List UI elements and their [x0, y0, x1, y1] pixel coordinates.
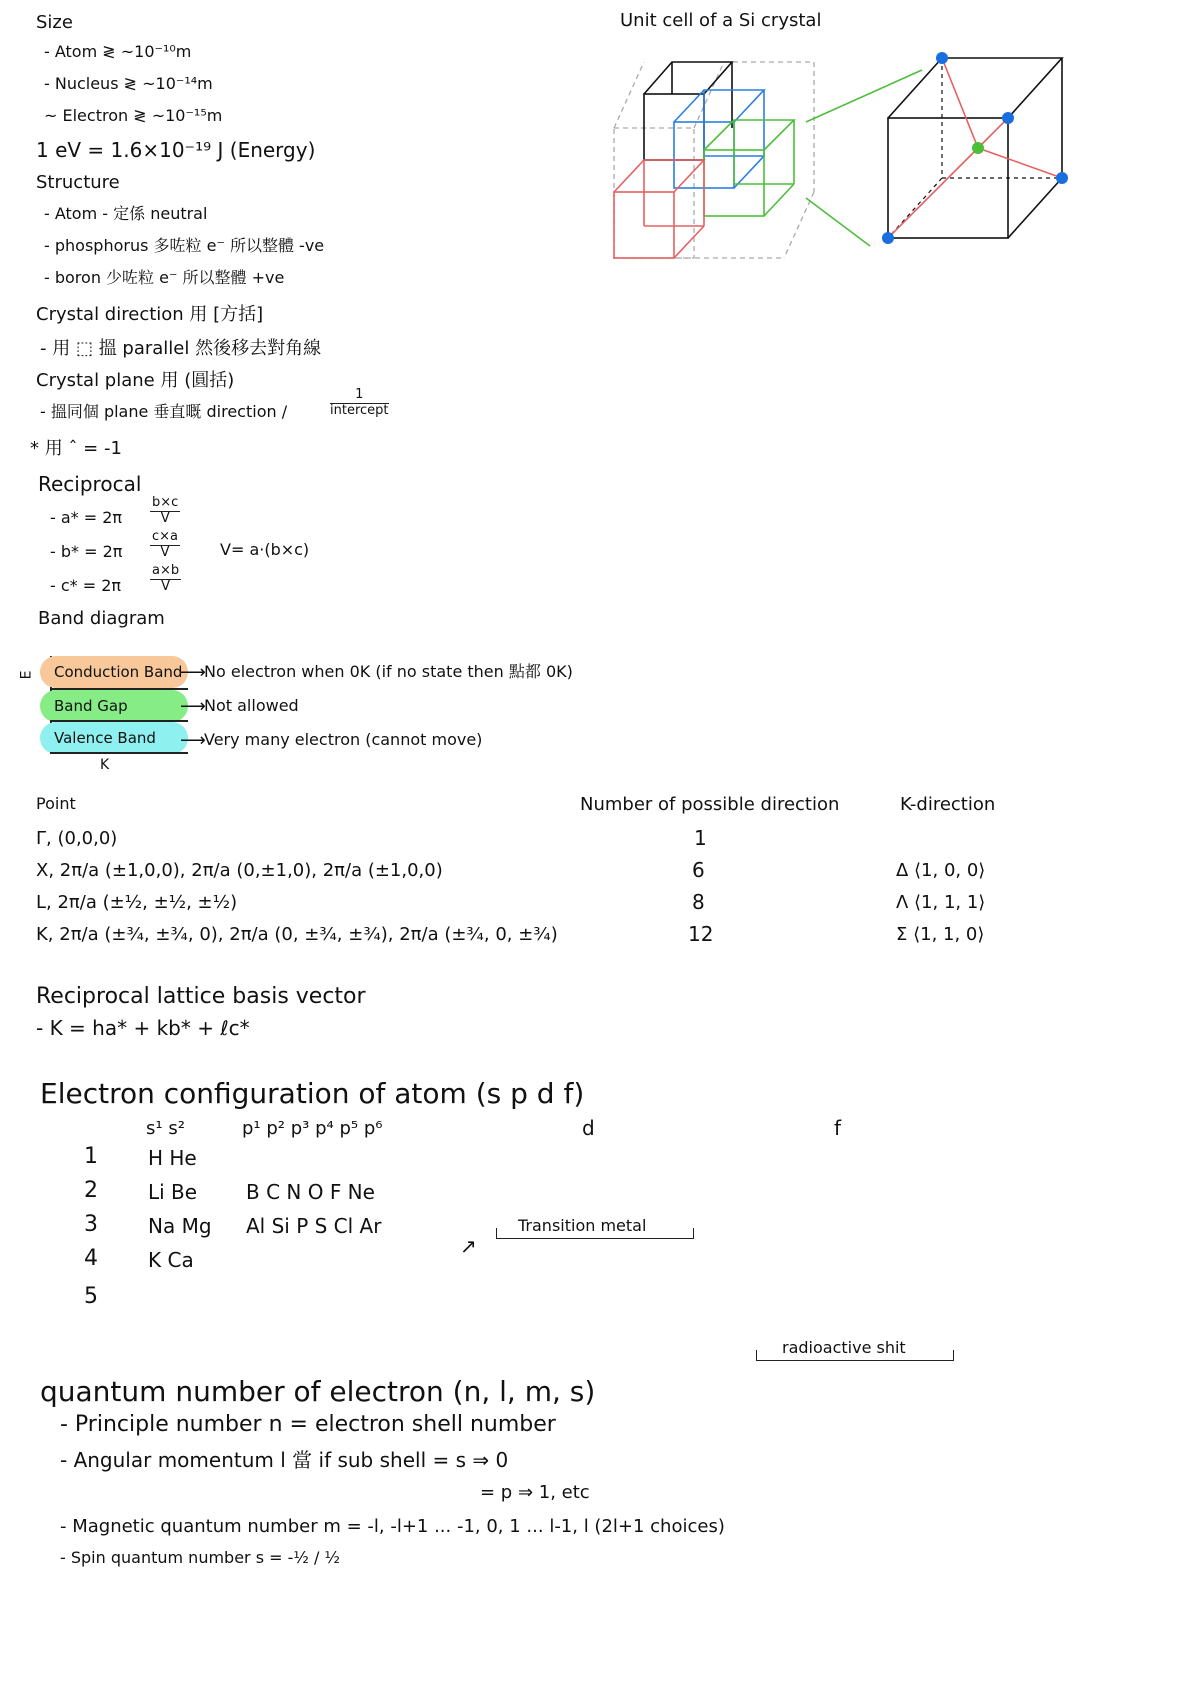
size-electron: ~ Electron ≷ ~10⁻¹⁵m: [44, 106, 223, 125]
config-f-header: f: [834, 1116, 842, 1140]
reciprocal-a-lhs: - a* = 2π: [50, 508, 123, 527]
conduction-arrow: ⟶: [180, 662, 206, 683]
table-row-x-direction: Δ ⟨1, 0, 0⟩: [896, 860, 986, 881]
size-nucleus: - Nucleus ≷ ~10⁻¹⁴m: [44, 74, 213, 93]
reciprocal-lattice-formula: - K = ha* + kb* + ℓc*: [36, 1016, 250, 1040]
zoom-line-bottom: [806, 198, 870, 246]
config-row-2-p: B C N O F Ne: [246, 1180, 375, 1204]
unit-cell-title: Unit cell of a Si crystal: [620, 10, 822, 31]
corner-atom-right: [1056, 172, 1068, 184]
config-row-4-s: K Ca: [148, 1248, 194, 1272]
blue-cube: [674, 90, 764, 188]
table-row-l-number: 8: [692, 890, 705, 914]
table-row-x-point: X, 2π/a (±1,0,0), 2π/a (0,±1,0), 2π/a (±1,0,0): [36, 860, 443, 881]
electron-config-heading: Electron configuration of atom (s p d f): [40, 1077, 585, 1110]
band-gap: [40, 690, 188, 722]
quantum-heading: quantum number of electron (n, l, m, s): [40, 1375, 596, 1408]
quantum-angular: - Angular momentum l 當 if sub shell = s ⇒ 0: [60, 1448, 509, 1472]
quantum-spin: - Spin quantum number s = -½ / ½: [60, 1548, 340, 1567]
zoom-line-top: [806, 70, 922, 122]
corner-atom-bottom: [882, 232, 894, 244]
crystal-direction-line: - 用 ⬚ 搵 parallel 然後移去對角線: [40, 338, 322, 359]
reciprocal-c-fraction: [150, 564, 181, 595]
config-row-1-s: H He: [148, 1146, 197, 1170]
reciprocal-c-den: V: [161, 578, 171, 594]
transition-metal-label: Transition metal: [518, 1216, 647, 1235]
valence-arrow: ⟶: [180, 730, 206, 751]
band-diagram-heading: Band diagram: [38, 608, 165, 629]
band-divider-2: [50, 720, 188, 722]
quantum-magnetic: - Magnetic quantum number m = -l, -l+1 ... -1, 0, 1 ... l-1, l (2l+1 choices): [60, 1516, 725, 1537]
red-cube: [614, 160, 704, 258]
table-row-x-number: 6: [692, 858, 705, 882]
reciprocal-lattice-heading: Reciprocal lattice basis vector: [36, 984, 366, 1009]
black-cube: [644, 62, 732, 160]
conduction-band: [40, 656, 188, 688]
gap-note: Not allowed: [204, 696, 299, 715]
intercept-denominator: intercept: [330, 402, 389, 418]
config-row-2-s: Li Be: [148, 1180, 198, 1204]
corner-atom-top: [936, 52, 948, 64]
conduction-note: No electron when 0K (if no state then 點都 0K): [204, 662, 573, 681]
config-row-3-s: Na Mg: [148, 1214, 212, 1238]
ev-conversion: 1 eV = 1.6×10⁻¹⁹ J (Energy): [36, 138, 316, 162]
table-row-gamma-point: Γ, (0,0,0): [36, 828, 118, 849]
table-header-point: Point: [36, 794, 76, 813]
reciprocal-heading: Reciprocal: [38, 472, 142, 496]
reciprocal-c-num: a×b: [152, 563, 180, 578]
band-k-axis-label: K: [100, 757, 110, 773]
config-row-5-n: 5: [84, 1284, 98, 1309]
crystal-direction-heading: Crystal direction 用 [方括]: [36, 304, 264, 325]
center-atom: [972, 142, 984, 154]
green-cube: [704, 120, 794, 216]
size-atom: - Atom ≷ ~10⁻¹⁰m: [44, 42, 192, 61]
band-divider-3: [50, 752, 188, 754]
reciprocal-b-den: V: [160, 544, 170, 560]
reciprocal-a-fraction: [150, 496, 180, 527]
radioactive-label: radioactive shit: [782, 1338, 906, 1357]
conduction-band-label: Conduction Band: [54, 663, 183, 681]
config-row-3-n: 3: [84, 1212, 98, 1237]
table-row-l-point: L, 2π/a (±½, ±½, ±½): [36, 892, 238, 913]
size-heading: Size: [36, 12, 73, 33]
table-row-k-point: K, 2π/a (±¾, ±¾, 0), 2π/a (0, ±¾, ±¾), 2π/a (±¾, 0, ±¾): [36, 924, 558, 945]
structure-boron: - boron 少咗粒 e⁻ 所以整體 +ve: [44, 268, 285, 287]
reciprocal-a-den: V: [160, 510, 170, 526]
band-divider-1: [50, 688, 188, 690]
table-header-number: Number of possible direction: [580, 794, 840, 815]
valence-band-label: Valence Band: [54, 729, 156, 747]
structure-heading: Structure: [36, 172, 120, 193]
config-row-4-n: 4: [84, 1246, 98, 1271]
table-header-kdirection: K-direction: [900, 794, 996, 815]
intercept-numerator: 1: [330, 388, 389, 404]
valence-note: Very many electron (cannot move): [204, 730, 483, 749]
quantum-angular-2: = p ⇒ 1, etc: [480, 1482, 590, 1503]
structure-atom: - Atom - 定係 neutral: [44, 204, 208, 223]
reciprocal-b-num: c×a: [152, 529, 179, 544]
table-row-k-direction: Σ ⟨1, 1, 0⟩: [896, 924, 985, 945]
transition-arrow: ↗: [460, 1234, 477, 1258]
reciprocal-a-num: b×c: [152, 495, 179, 510]
quantum-principle: - Principle number n = electron shell number: [60, 1412, 556, 1437]
corner-atom-front: [1002, 112, 1014, 124]
table-row-gamma-number: 1: [694, 826, 707, 850]
crystal-plane-line: - 搵同個 plane 垂直嘅 direction /: [40, 402, 288, 421]
config-p-header: p¹ p² p³ p⁴ p⁵ p⁶: [242, 1118, 383, 1139]
gap-arrow: ⟶: [180, 696, 206, 717]
reciprocal-c-lhs: - c* = 2π: [50, 576, 122, 595]
table-row-k-number: 12: [688, 922, 714, 946]
reciprocal-volume: V= a·(b×c): [220, 540, 310, 559]
intercept-fraction: [330, 388, 389, 419]
crystal-plane-heading: Crystal plane 用 (圓括): [36, 370, 235, 391]
config-row-1-n: 1: [84, 1144, 98, 1169]
table-row-l-direction: Λ ⟨1, 1, 1⟩: [896, 892, 986, 913]
config-d-header: d: [582, 1116, 595, 1140]
config-row-3-p: Al Si P S Cl Ar: [246, 1214, 382, 1238]
config-s-header: s¹ s²: [146, 1118, 185, 1139]
band-energy-axis-label: E: [18, 670, 35, 680]
config-row-2-n: 2: [84, 1178, 98, 1203]
band-gap-label: Band Gap: [54, 697, 128, 715]
unit-cell-diagram: [600, 50, 1120, 280]
reciprocal-b-fraction: [150, 530, 180, 561]
structure-phosphorus: - phosphorus 多咗粒 e⁻ 所以整體 -ve: [44, 236, 325, 255]
valence-band: [40, 722, 188, 754]
reciprocal-b-lhs: - b* = 2π: [50, 542, 123, 561]
star-note: * 用 ˆ = -1: [30, 438, 122, 459]
